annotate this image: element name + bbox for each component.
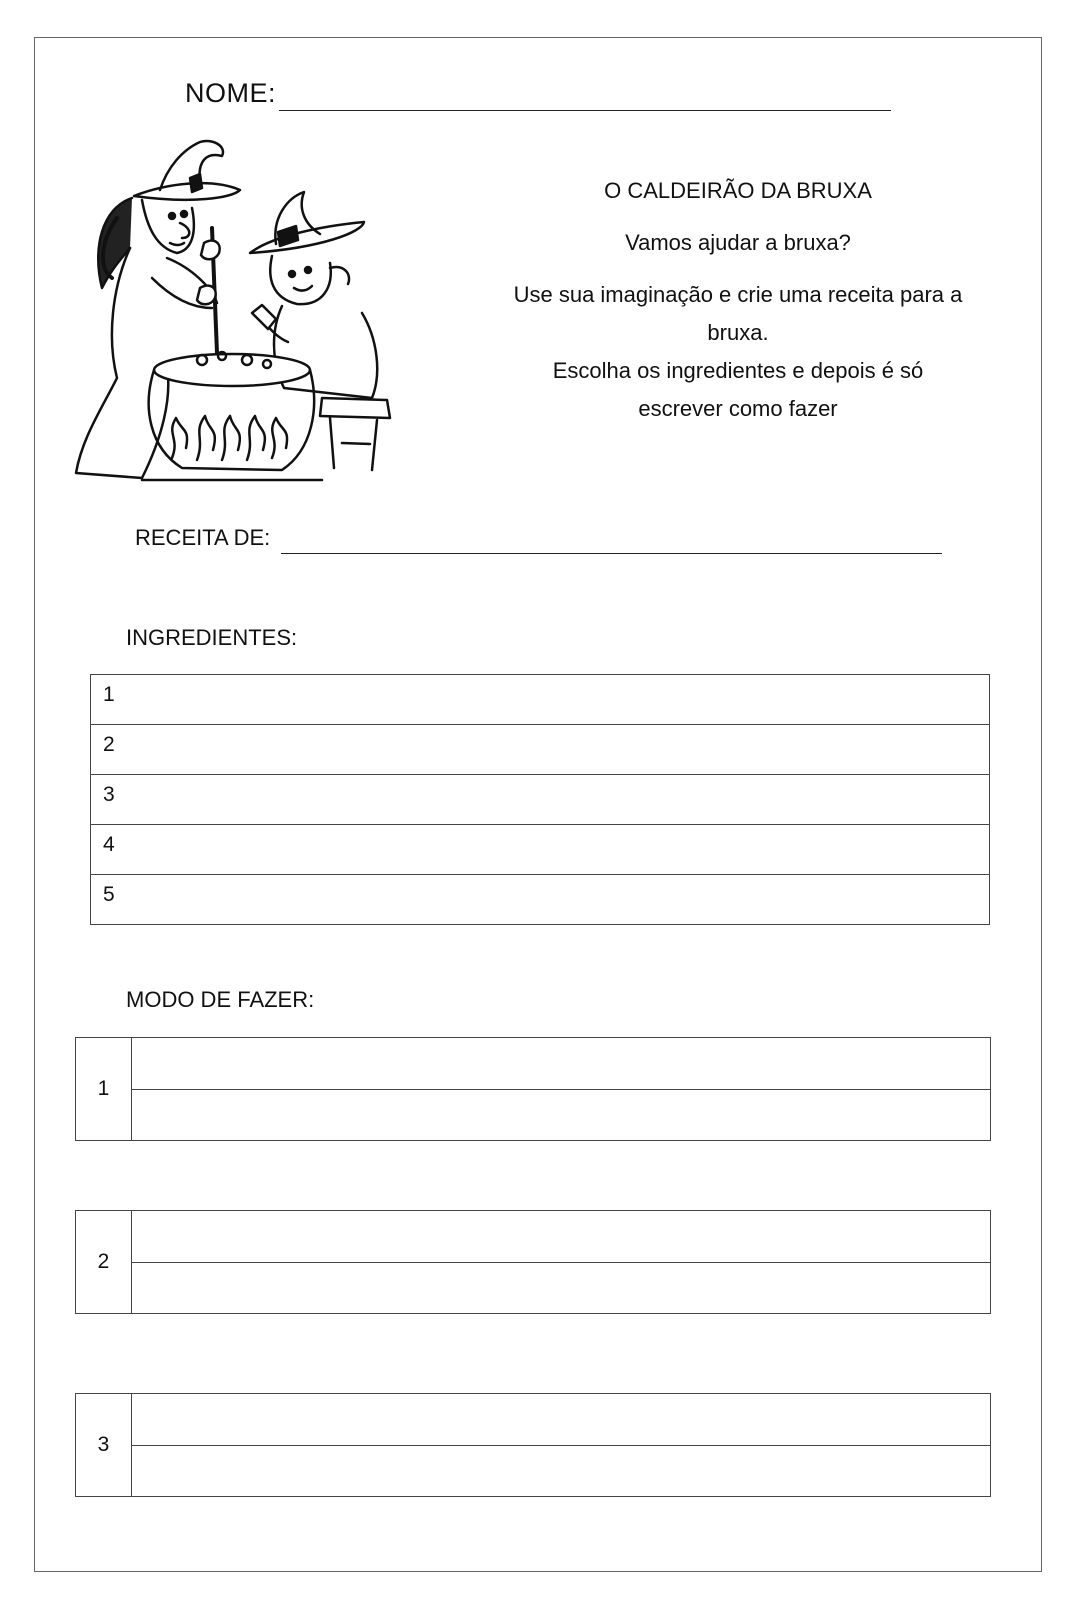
intro-text-line-4: escrever como fazer bbox=[638, 396, 838, 421]
modo-de-fazer-label: MODO DE FAZER: bbox=[126, 987, 315, 1012]
ingredient-row[interactable] bbox=[91, 825, 990, 875]
ingredient-number: 1 bbox=[103, 683, 115, 706]
step-divider bbox=[132, 1445, 990, 1446]
worksheet-title: O CALDEIRÃO DA BRUXA bbox=[604, 178, 872, 203]
step-box-2[interactable] bbox=[75, 1210, 991, 1314]
ingredient-number: 5 bbox=[103, 883, 115, 906]
receita-label: RECEITA DE: bbox=[135, 525, 271, 550]
ingredient-number: 2 bbox=[103, 733, 115, 756]
intro-text-line-2: bruxa. bbox=[707, 320, 769, 345]
intro-question: Vamos ajudar a bruxa? bbox=[625, 230, 851, 255]
ingredient-row[interactable] bbox=[91, 875, 990, 925]
intro-text-line-1: Use sua imaginação e crie uma receita para a bbox=[513, 282, 963, 307]
intro-block bbox=[478, 172, 998, 428]
ingredient-row[interactable] bbox=[91, 775, 990, 825]
step-number: 1 bbox=[76, 1038, 132, 1140]
step-box-3[interactable] bbox=[75, 1393, 991, 1497]
witch-cauldron-illustration bbox=[72, 138, 412, 490]
nome-field-line[interactable] bbox=[279, 110, 891, 111]
ingredient-row[interactable] bbox=[91, 725, 990, 775]
step-box-1[interactable] bbox=[75, 1037, 991, 1141]
step-number: 2 bbox=[76, 1211, 132, 1313]
ingredientes-table bbox=[90, 674, 990, 925]
ingredient-row[interactable] bbox=[91, 675, 990, 725]
step-divider bbox=[132, 1089, 990, 1090]
step-number: 3 bbox=[76, 1394, 132, 1496]
receita-field-line[interactable] bbox=[281, 553, 942, 554]
step-divider bbox=[132, 1262, 990, 1263]
ingredientes-label: INGREDIENTES: bbox=[126, 625, 298, 650]
ingredient-number: 3 bbox=[103, 783, 115, 806]
intro-text-line-3: Escolha os ingredientes e depois é só bbox=[552, 358, 924, 383]
nome-label: NOME: bbox=[185, 78, 277, 108]
ingredient-number: 4 bbox=[103, 833, 115, 856]
